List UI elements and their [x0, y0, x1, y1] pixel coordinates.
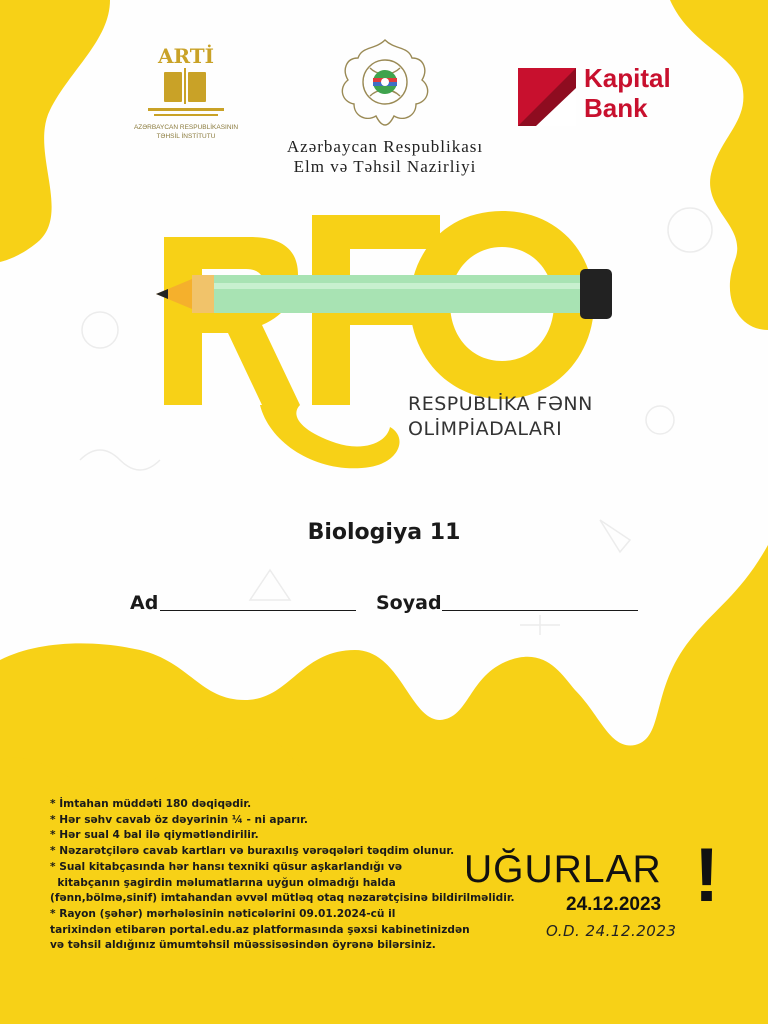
name-label: Ad — [130, 592, 159, 614]
kapital-bank-logo-icon — [518, 68, 576, 126]
arti-name: ARTİ — [157, 44, 215, 68]
arti-subtitle-line2: TƏHSİL İNSTİTUTU — [156, 133, 216, 140]
rule-line: * Nəzarətçilərə cavab kartları və buraxılış vərəqələri təqdim olunur. — [50, 845, 455, 858]
od-date: O.D. 24.12.2023 — [546, 922, 677, 940]
rule-line: * İmtahan müddəti 180 dəqiqədir. — [50, 798, 252, 810]
name-input-line[interactable] — [160, 610, 356, 611]
olympiad-name-line2: OLİMPİADALARI — [408, 418, 563, 440]
olympiad-name-line1: RESPUBLİKA FƏNN — [408, 393, 593, 415]
arti-subtitle-line1: AZƏRBAYCAN RESPUBLİKASININ — [133, 124, 239, 131]
rule-line: * Hər sual 4 bal ilə qiymətləndirilir. — [50, 829, 259, 842]
rule-line: kitabçanın şagirdin məlumatlarına uyğun olmadığı halda — [50, 876, 396, 889]
rule-line: * Hər səhv cavab öz dəyərinin ¼ - ni aparır. — [50, 813, 308, 826]
subject-title: Biologiya 11 — [307, 520, 461, 545]
surname-label: Soyad — [376, 592, 442, 614]
rule-line: * Rayon (şəhər) mərhələsinin nəticələrini 09.01.2024-cü il — [50, 907, 396, 920]
rfo-logo — [150, 205, 620, 485]
ministry-name-line2: Elm və Təhsil Nazirliyi — [293, 157, 477, 176]
sponsor-name-line2: Bank — [584, 93, 648, 123]
good-luck-text: UĞURLAR — [464, 848, 662, 891]
rule-line: tarixindən etibarən portal.edu.az platformasında şəxsi kabinetinizdən — [50, 923, 470, 936]
exam-date: 24.12.2023 — [566, 894, 662, 915]
state-emblem-icon — [330, 36, 440, 136]
rule-line: * Sual kitabçasında hər hansı texniki qüsur aşkarlandığı və — [50, 860, 403, 873]
sponsor-name-line1: Kapital — [584, 63, 671, 93]
surname-input-line[interactable] — [442, 610, 638, 611]
ministry-name-line1: Azərbaycan Respublikası — [286, 137, 484, 156]
exam-rules — [50, 797, 520, 954]
exclamation-mark: ! — [694, 833, 720, 918]
rule-line: və təhsil aldığınız ümumtəhsil müəssisəsindən öyrənə bilərsiniz. — [50, 939, 436, 952]
rule-line: (fənn,bölmə,sinif) imtahandan əvvəl mütləq otaq nəzarətçisinə bildirilməlidir. — [50, 892, 515, 905]
